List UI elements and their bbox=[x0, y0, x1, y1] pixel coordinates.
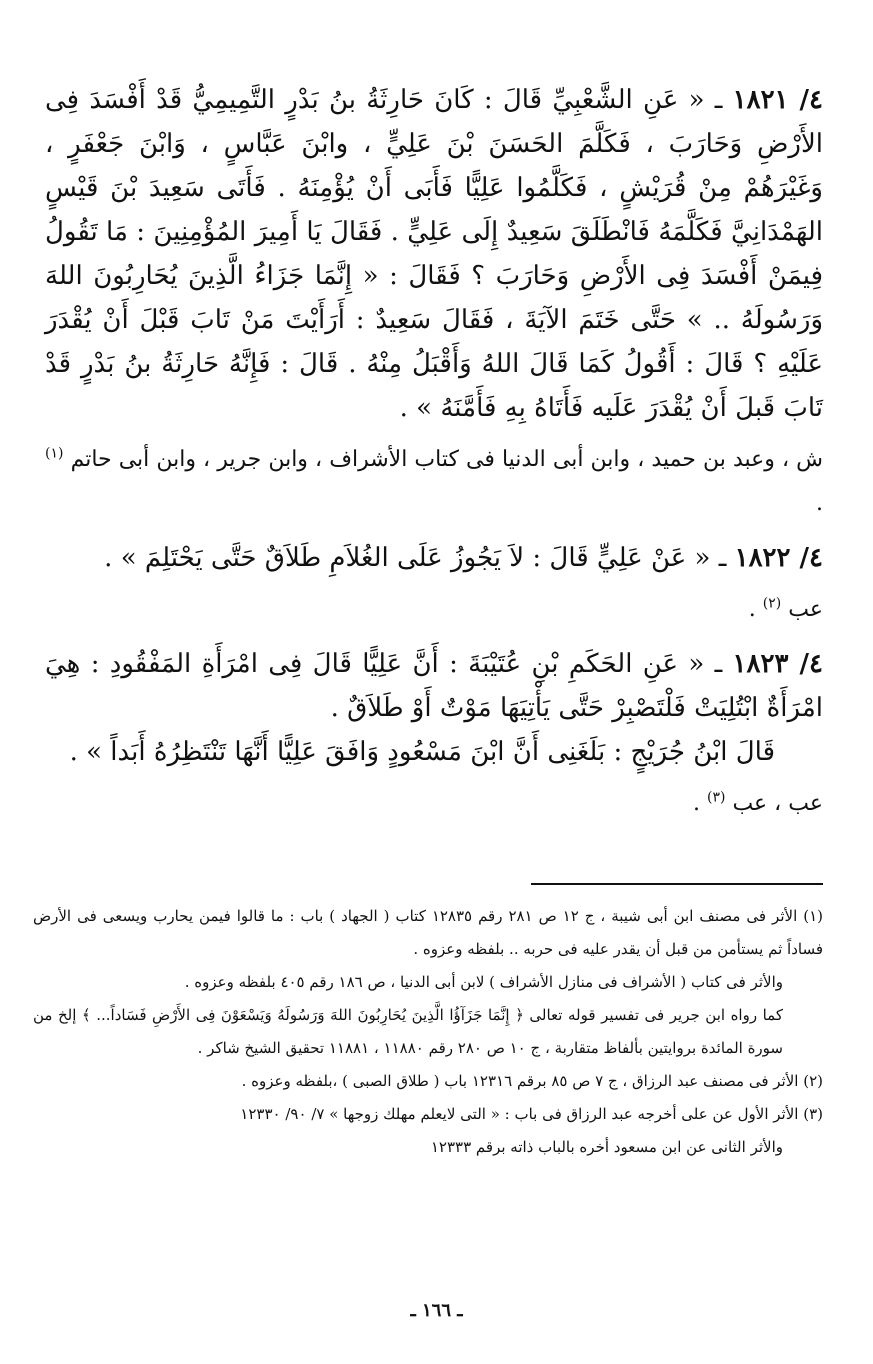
footnote-1-cont bbox=[33, 966, 823, 999]
hadith-1821-source: ش ، وعبد بن حميد ، وابن أبى الدنيا فى كتاب الأشراف ، وابن جرير ، وابن أبى حاتم $^{(١)}$ . bbox=[45, 445, 823, 516]
footnote-1 bbox=[33, 900, 823, 966]
footnote-line: والأثر الثانى عن ابن مسعود أخره بالباب ذاته برقم ١٢٣٣٣ bbox=[430, 1138, 783, 1156]
hadith-text: ـ « عَنْ عَلِيٍّ قَالَ : لاَ يَجُوزُ عَلَى الغُلاَمِ طَلاَقٌ حَتَّى يَحْتَلِمَ » . bbox=[104, 543, 727, 573]
footnote-3 bbox=[33, 1098, 823, 1131]
footnote-id: (٣) bbox=[803, 1105, 823, 1123]
footnote-ref[interactable]: (١) bbox=[45, 445, 64, 462]
footnote-1-cont bbox=[33, 999, 823, 1065]
page-number: ـ ١٦٦ ـ bbox=[410, 1300, 463, 1321]
footnote-line: الأثر فى مصنف ابن أبى شيبة ، ج ١٢ ص ٢٨١ رقم ١٢٨٣٥ كتاب ( الجهاد ) باب : ما قالوا فيمن يحارب ويسعى فى الأرض فساداً ثم يستأمن من قبل أن يقدر عليه فى حربه .. بلفظه وعزوه . bbox=[33, 907, 823, 958]
footnote-line: والأثر فى كتاب ( الأشراف فى منازل الأشراف ) لابن أبى الدنيا ، ص ١٨٦ رقم ٤٠٥ بلفظه وعزوه . bbox=[184, 973, 783, 991]
main-text bbox=[45, 78, 823, 826]
hadith-1822 bbox=[45, 536, 823, 580]
source-text: عب ، عب bbox=[732, 791, 823, 816]
footnote-id: (٢) bbox=[803, 1072, 823, 1090]
footnotes bbox=[33, 900, 823, 1164]
hadith-1823-source: عب ، عب $^{(٣)}$ . bbox=[692, 789, 823, 816]
hadith-text: ـ « عَنِ الشَّعْبِيِّ قَالَ : كَانَ حَارِثَةُ بنُ بَدْرٍ التَّمِيمِيُّ قَدْ أَفْسَدَ فِى الأَرْضِ وَحَارَبَ ، فَكَلَّمَ الحَسَنَ بْنَ عَلِيٍّ ، وابْنَ عَبَّاسٍ ، وَابْنَ جَعْفَرٍ ، وَغَيْرَهُمْ مِنْ قُرَيْشٍ ، فَكَلَّمُوا عَلِيًّا فَأَبَى أَنْ يُؤْمِنَهُ . فَأَتَى سَعِيدَ بْنَ قَيْسٍ الهَمْدَانِيَّ فَكَلَّمَهُ فَانْطَلَقَ سَعِيدٌ إِلَى عَلِيٍّ . فَقَالَ يَا أَمِيرَ المُؤْمِنِينَ : مَا تَقُولُ فِيمَنْ أَفْسَدَ فِى الأَرْضِ وَحَارَبَ ؟ فَقَالَ : « إِنَّمَا جَزَاءُ الَّذِينَ يُحَارِبُونَ اللهَ وَرَسُولَهُ .. » حَتَّى خَتَمَ الآيَةَ ، فَقَالَ سَعِيدٌ : أَرَأَيْتَ مَنْ تَابَ قَبْلَ أَنْ يُقْدَرَ عَلَيْهِ ؟ قَالَ : أَقُولُ كَمَا قَالَ اللهُ وَأَقْبَلُ مِنْهُ . قَالَ : فَإِنَّهُ حَارِثَةُ بنُ بَدْرٍ قَدْ تَابَ قَبلَ أَنْ يُقْدَرَ عَلَيه فَأَتَاهُ بِهِ فَأَمَّنَهُ » . bbox=[45, 85, 823, 423]
footnote-3-cont bbox=[33, 1131, 823, 1164]
source-text: عب bbox=[788, 597, 823, 622]
hadith-1822-source: عب $^{(٢)}$ . bbox=[748, 595, 823, 622]
hadith-1823-quote bbox=[45, 730, 823, 774]
footnote-divider bbox=[531, 883, 823, 885]
quote-text: قَالَ ابْنُ جُرَيْجٍ : بَلَغَنِى أَنَّ ابْنَ مَسْعُودٍ وَافَقَ عَلِيًّا أَنَّهَا تَنْتَظِرُهُ أَبَداً » . bbox=[69, 737, 775, 767]
hadith-number: ٤/ ١٨٢٣ bbox=[732, 649, 823, 679]
footnote-line: كما رواه ابن جرير فى تفسير قوله تعالى ﴿ إِنَّمَا جَزَآؤُا الَّذِينَ يُحَارِبُونَ اللهَ وَرَسُولَهُ وَيَسْعَوْنَ فِى الأَرْضِ فَسَاداً... ﴾ إلخ من سورة المائدة بروايتين بألفاظ متقاربة ، ج ١٠ ص ٢٨٠ رقم ١١٨٨٠ ، ١١٨٨١ تحقيق الشيخ شاكر . bbox=[33, 1006, 783, 1057]
footnote-ref[interactable]: (٣) bbox=[706, 789, 726, 806]
footnote-line: الأثر فى مصنف عبد الرزاق ، ج ٧ ص ٨٥ برقم ١٢٣١٦ باب ( طلاق الصبى ) ،بلفظه وعزوه . bbox=[241, 1072, 799, 1090]
hadith-1823 bbox=[45, 642, 823, 730]
source-text: ش ، وعبد بن حميد ، وابن أبى الدنيا فى كتاب الأشراف ، وابن جرير ، وابن أبى حاتم bbox=[70, 447, 823, 472]
hadith-number: ٤/ ١٨٢١ bbox=[732, 85, 824, 115]
footnote-id: (١) bbox=[803, 907, 823, 925]
hadith-text: ـ « عَنِ الحَكَمِ بْنِ عُتَيْبَةَ : أَنَّ عَلِيًّا قَالَ فِى امْرَأَةِ المَفْقُودِ : هِيَ امْرَأَةٌ ابْتُلِيَتْ فَلْتَصْبِرْ حَتَّى يَأْتِيَهَا مَوْتٌ أَوْ طَلاَقٌ . bbox=[45, 649, 823, 723]
footnote-2 bbox=[33, 1065, 823, 1098]
footnote-ref[interactable]: (٢) bbox=[762, 595, 782, 612]
footnote-line: الأثر الأول عن على أخرجه عبد الرزاق فى باب : « التى لايعلم مهلك زوجها » ٧/ ٩٠/ ١٢٣٣٠ bbox=[240, 1105, 799, 1123]
hadith-1821 bbox=[45, 78, 823, 430]
hadith-number: ٤/ ١٨٢٢ bbox=[734, 543, 823, 573]
